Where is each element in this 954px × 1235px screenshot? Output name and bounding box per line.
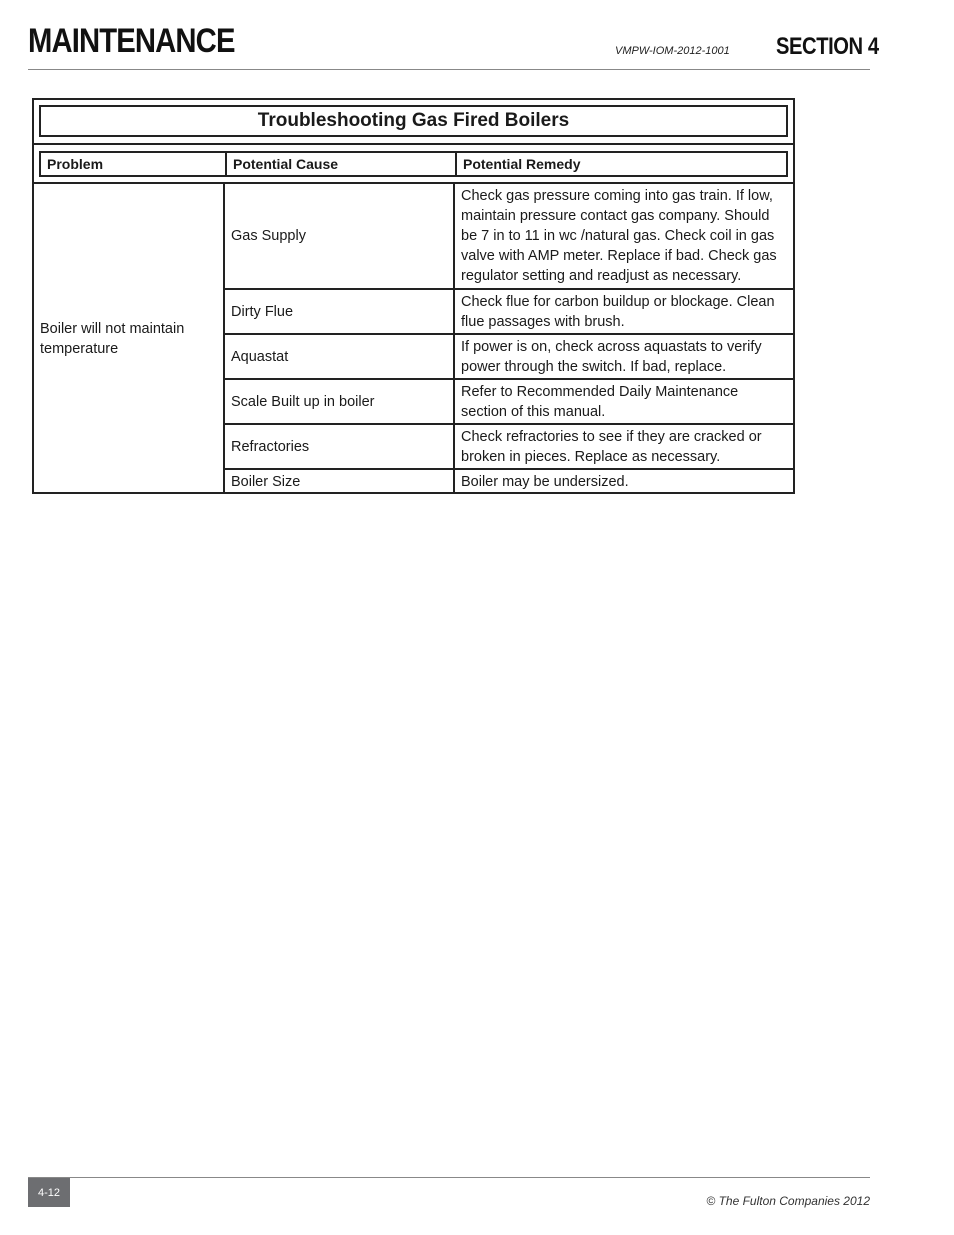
footer-divider <box>28 1177 870 1178</box>
remedy-cell: Refer to Recommended Daily Maintenance section of this manual. <box>461 383 739 420</box>
table-row <box>225 470 793 494</box>
cause-cell: Aquastat <box>231 348 289 365</box>
cause-cell: Gas Supply <box>231 228 306 244</box>
problem-cell <box>34 184 224 494</box>
column-header-problem: Problem <box>47 156 104 172</box>
remedy-cell: If power is on, check across aquastats to verify power through the switch. If bad, replace. <box>461 338 762 375</box>
remedy-cell: Boiler may be undersized. <box>461 474 629 490</box>
title-divider <box>34 143 793 145</box>
remedy-cell: Check gas pressure coming into gas train. If low, maintain pressure contact gas company. Should be 7 in to 11 in wc /natural gas. Check coil in gas valve with AMP meter. Replace if bad. Check gas regulator setting and readjust as necessary. <box>461 188 777 284</box>
remedy-cell: Check flue for carbon buildup or blockage. Clean flue passages with brush. <box>461 293 775 330</box>
cause-cell: Refractories <box>231 438 310 455</box>
table-header-row <box>39 151 788 177</box>
table-row <box>225 290 793 335</box>
document-code: VMPW-IOM-2012-1001 <box>615 45 730 57</box>
cause-cell: Scale Built up in boiler <box>231 393 375 410</box>
table-row <box>225 380 793 425</box>
table-row <box>225 425 793 470</box>
remedy-cell: Check refractories to see if they are cracked or broken in pieces. Replace as necessary. <box>461 428 762 465</box>
table-row <box>225 335 793 380</box>
section-label: SECTION 4 <box>776 33 879 60</box>
problem-text: Boiler will not maintain temperature <box>40 321 185 357</box>
cause-cell: Boiler Size <box>231 474 301 490</box>
cause-cell: Dirty Flue <box>231 303 294 320</box>
column-header-remedy: Potential Remedy <box>463 156 581 172</box>
page-title: MAINTENANCE <box>28 22 235 60</box>
troubleshooting-table <box>32 98 795 494</box>
table-title: Troubleshooting Gas Fired Boilers <box>39 105 788 137</box>
table-body <box>34 182 793 494</box>
copyright-notice: © The Fulton Companies 2012 <box>706 1194 870 1208</box>
table-row <box>225 184 793 290</box>
page-number: 4-12 <box>28 1178 70 1207</box>
header-divider <box>28 69 870 70</box>
column-header-cause: Potential Cause <box>233 156 339 172</box>
